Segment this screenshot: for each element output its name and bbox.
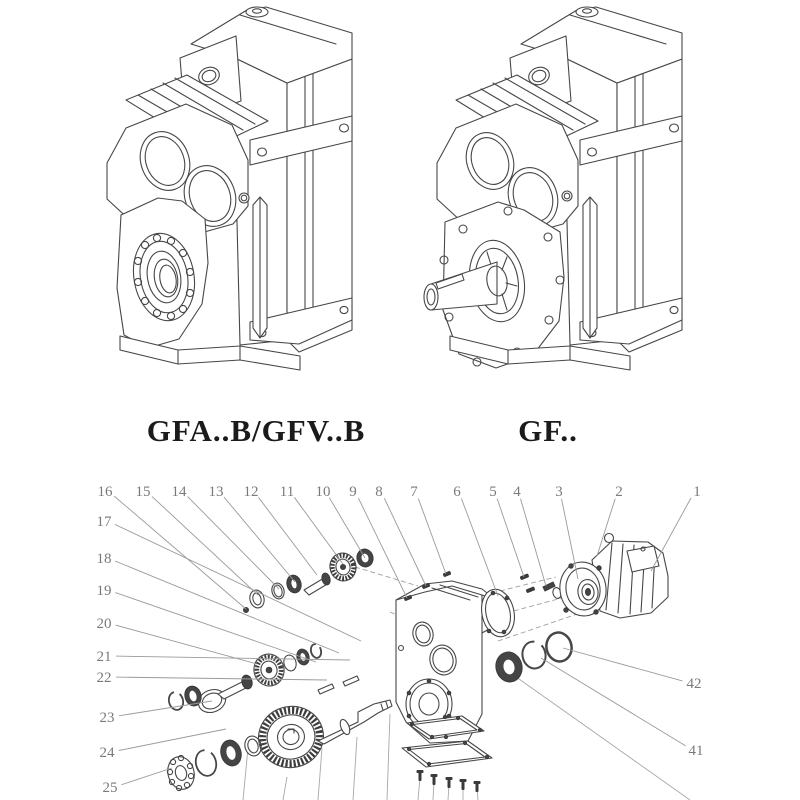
lifting-eyebolt <box>605 534 614 543</box>
svg-text:21: 21 <box>96 649 112 665</box>
callout-21 <box>97 649 351 665</box>
callout-24 <box>100 729 227 761</box>
callout-1 <box>651 484 701 571</box>
svg-text:4: 4 <box>513 484 521 500</box>
callout-10 <box>316 484 366 558</box>
svg-text:19: 19 <box>96 583 112 599</box>
output-shaft <box>318 700 392 744</box>
callout-25 <box>103 768 173 796</box>
svg-text:23: 23 <box>99 710 115 726</box>
svg-text:24: 24 <box>99 745 115 761</box>
plug <box>244 608 249 613</box>
snap-ring <box>520 639 548 670</box>
svg-text:15: 15 <box>135 484 151 500</box>
svg-text:3: 3 <box>555 484 563 500</box>
svg-text:9: 9 <box>349 484 357 500</box>
svg-text:8: 8 <box>375 484 383 500</box>
svg-text:16: 16 <box>97 484 113 500</box>
callout-6 <box>453 484 498 596</box>
callout-7 <box>410 484 446 574</box>
o-ring <box>270 582 286 601</box>
svg-text:20: 20 <box>96 616 112 632</box>
svg-text:7: 7 <box>410 484 418 500</box>
key <box>343 676 359 686</box>
gear-unit-drawing-gfab-gfvb <box>107 7 352 370</box>
snap-ring <box>167 690 185 711</box>
svg-text:2: 2 <box>615 484 623 500</box>
key <box>318 684 334 694</box>
output-side-rings <box>493 630 574 684</box>
svg-text:14: 14 <box>171 484 187 500</box>
svg-text:10: 10 <box>315 484 331 500</box>
callout-16 <box>98 484 247 609</box>
svg-text:22: 22 <box>96 670 112 686</box>
svg-text:6: 6 <box>453 484 461 500</box>
svg-text:13: 13 <box>208 484 224 500</box>
callout-42 <box>563 648 702 692</box>
callout-18 <box>97 551 340 653</box>
svg-text:11: 11 <box>279 484 295 500</box>
svg-text:41: 41 <box>688 743 704 759</box>
gear-unit-drawing-gf <box>424 7 682 370</box>
svg-text:18: 18 <box>96 551 112 567</box>
callout-17 <box>97 514 362 641</box>
svg-text:17: 17 <box>96 514 112 530</box>
shaft-end <box>424 284 438 310</box>
callout-4 <box>513 484 546 586</box>
callout-41 <box>541 658 704 759</box>
svg-text:12: 12 <box>243 484 259 500</box>
exploded-parts-diagram <box>97 484 704 800</box>
model-label-gfab-gfvb: GFA..B/GFV..B <box>146 413 366 448</box>
bottom-cover-group <box>402 715 492 792</box>
callout-22 <box>97 670 328 686</box>
model-label-gf: GF.. <box>518 413 578 448</box>
input-shaft-parts <box>244 547 376 612</box>
callout-15 <box>136 484 259 595</box>
callout-14 <box>172 484 280 589</box>
callout-9 <box>349 484 407 598</box>
svg-text:5: 5 <box>489 484 497 500</box>
callout-11 <box>280 484 343 564</box>
motor-assembly <box>543 534 668 619</box>
svg-text:1: 1 <box>693 484 701 500</box>
svg-text:42: 42 <box>686 676 702 692</box>
vent-plug <box>239 193 249 203</box>
o-ring <box>544 630 574 664</box>
svg-text:25: 25 <box>102 780 118 796</box>
snap-ring <box>193 748 219 778</box>
motor-shaft <box>586 589 591 596</box>
vent-plug <box>562 191 572 201</box>
